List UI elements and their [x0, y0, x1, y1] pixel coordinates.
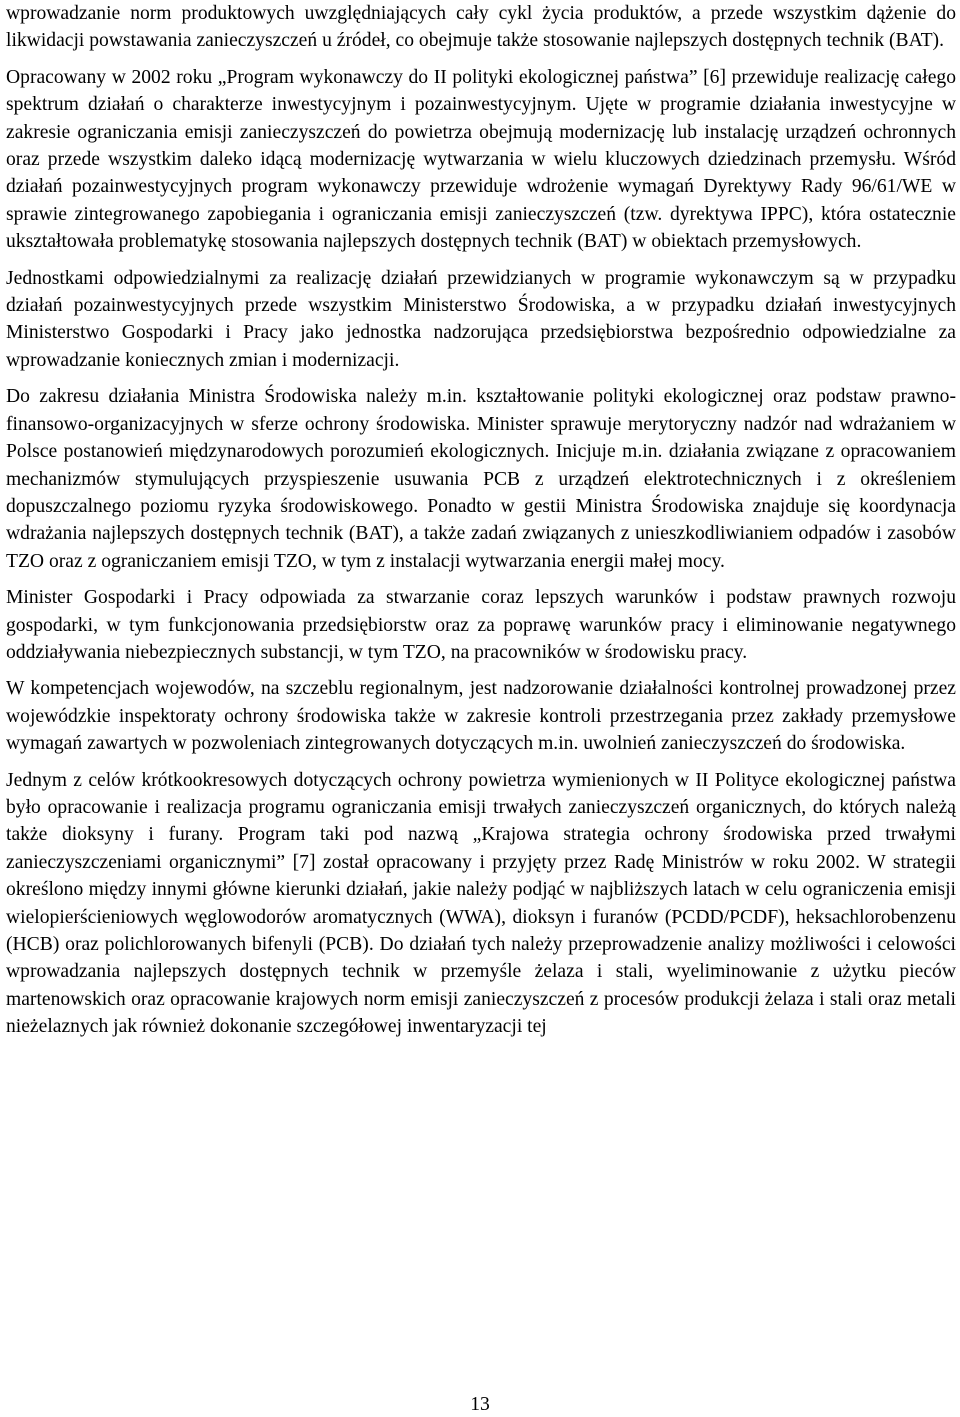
paragraph-5: Minister Gospodarki i Pracy odpowiada za stwarzanie coraz lepszych warunków i podstaw prawnych rozwoju gospodarki, w tym funkcjonowania przedsiębiorstw oraz za poprawę warunków pracy i eliminowanie negatywnego oddziaływania niebezpiecznych substancji, w tym TZO, na pracowników w środowisku pracy.	[6, 587, 956, 663]
paragraph-3: Jednostkami odpowiedzialnymi za realizację działań przewidzianych w programie wykonawczym są w przypadku działań pozainwestycyjnych przede wszystkim Ministerstwo Środowiska, a w przypadku działań inwestycyjnych Ministerstwo Gospodarki i Pracy jako jednostka nadzorująca przedsiębiorstwa bezpośrednio odpowiedzialne za wprowadzanie koniecznych zmian i modernizacji.	[6, 267, 956, 371]
paragraph-4: Do zakresu działania Ministra Środowiska należy m.in. kształtowanie polityki ekologicznej oraz podstaw prawno-finansowo-organizacyjnych w sferze ochrony środowiska. Minister sprawuje merytoryczny nadzór nad wdrażaniem w Polsce postanowień międzynarodowych porozumień ekologicznych. Inicjuje m.in. działania związane z opracowaniem mechanizmów stymulujących przyspieszenie usuwania PCB z urządzeń elektrotechnicznych i z określeniem dopuszczalnego poziomu ryzyka środowiskowego. Ponadto w gestii Ministra Środowiska znajduje się koordynacja wdrażania najlepszych dostępnych technik (BAT), a także zadań związanych z unieszkodliwianiem odpadów i zasobów TZO oraz z ograniczaniem emisji TZO, w tym z instalacji wytwarzania energii małej mocy.	[6, 386, 956, 572]
paragraph-7: Jednym z celów krótkookresowych dotyczących ochrony powietrza wymienionych w II Polityce ekologicznej państwa było opracowanie i realizacja programu ograniczania emisji trwałych zanieczyszczeń organicznych, do których należą także dioksyny i furany. Program taki pod nazwą „Krajowa strategia ochrony środowiska przed trwałymi zanieczyszczeniami organicznymi” [7] został opracowany i przyjęty przez Radę Ministrów w roku 2002. W strategii określono między innymi główne kierunki działań, jakie należy podjąć w najbliższych latach w celu ograniczenia emisji wielopierścieniowych węglowodorów aromatycznych (WWA), dioksyn i furanów (PCDD/PCDF), heksachlorobenzenu (HCB) oraz polichlorowanych bifenyli (PCB). Do działań tych należy przeprowadzenie analizy możliwości i celowości wprowadzania najlepszych dostępnych technik w przemyśle żelaza i stali, wyeliminowanie z użytku pieców martenowskich oraz opracowanie krajowych norm emisji zanieczyszczeń z procesów produkcji żelaza i stali oraz metali nieżelaznych jak również dokonanie szczegółowej inwentaryzacji tej	[6, 769, 956, 1038]
paragraph-2: Opracowany w 2002 roku „Program wykonawczy do II polityki ekologicznej państwa” [6] przewiduje realizację całego spektrum działań o charakterze inwestycyjnym i pozainwestycyjnym. Ujęte w programie działania inwestycyjne w zakresie ograniczania emisji zanieczyszczeń do powietrza obejmują modernizację lub instalację urządzeń ochronnych oraz przede wszystkim daleko idącą modernizację wytwarzania w wielu kluczowych dziedzinach przemysłu. Wśród działań pozainwestycyjnych program wykonawczy przewiduje wdrożenie wymagań Dyrektywy Rady 96/61/WE w sprawie zintegrowanego zapobiegania i ograniczania emisji zanieczyszczeń (tzw. dyrektywa IPPC), która ostatecznie ukształtowała problematykę stosowania najlepszych dostępnych technik (BAT) w obiektach przemysłowych.	[6, 66, 956, 253]
paragraph-6: W kompetencjach wojewodów, na szczeblu regionalnym, jest nadzorowanie działalności kontrolnej prowadzonej przez wojewódzkie inspektoraty ochrony środowiska także w zakresie kontroli przestrzegania przez zakłady przemysłowe wymagań zawartych w pozwoleniach zintegrowanych dotyczących m.in. uwolnień zanieczyszczeń do środowiska.	[6, 678, 956, 755]
page-number: 13	[470, 1394, 490, 1415]
paragraph-1: wprowadzanie norm produktowych uwzględniających cały cykl życia produktów, a przede wszystkim dążenie do likwidacji powstawania zanieczyszczeń u źródeł, co obejmuje także stosowanie najlepszych dostępnych technik (BAT).	[6, 3, 956, 52]
document-body	[6, 0, 956, 1050]
